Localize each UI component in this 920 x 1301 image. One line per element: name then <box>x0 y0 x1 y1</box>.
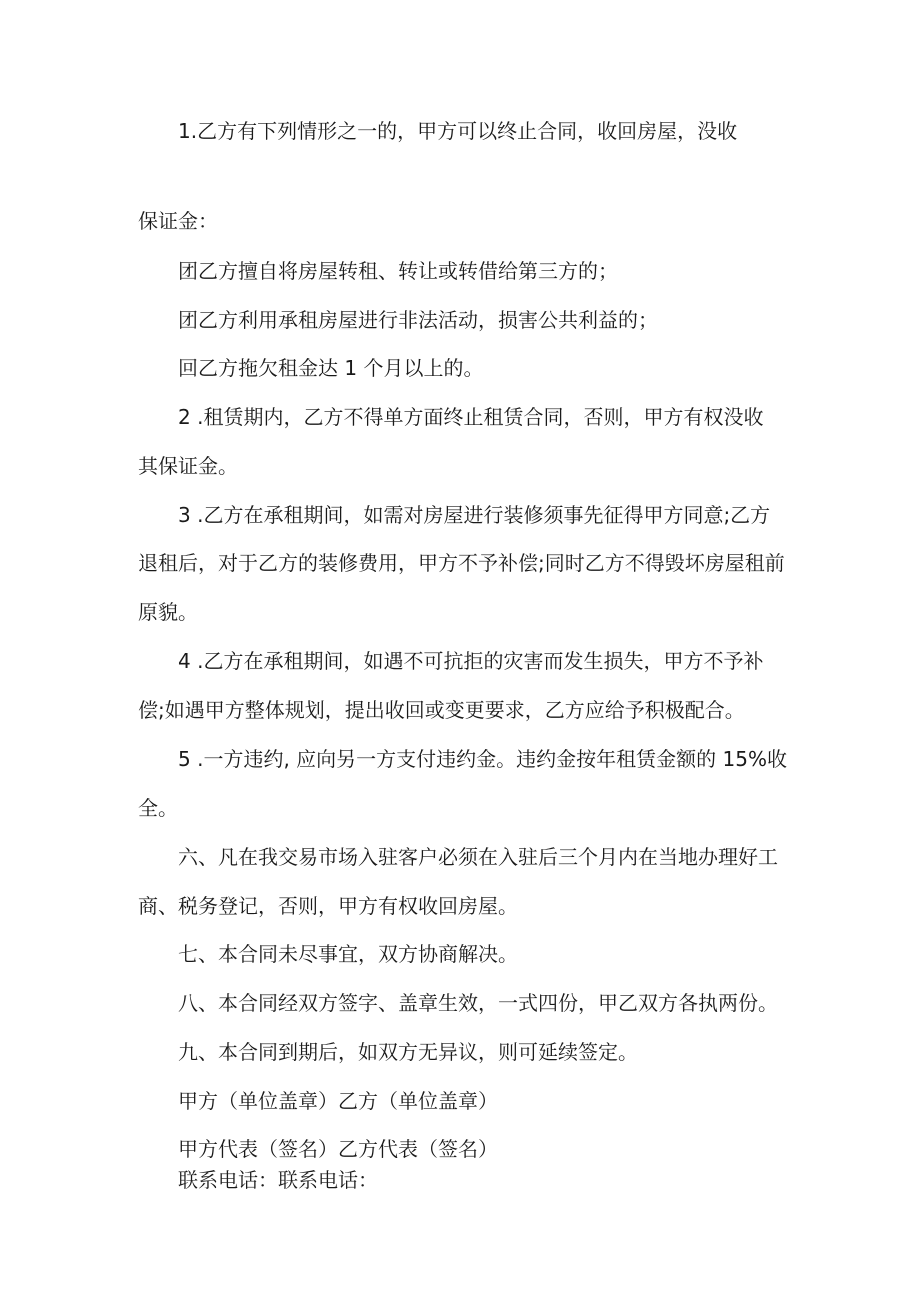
clause-1-item-a: 团乙方擅自将房屋转租、转让或转借给第三方的； <box>178 259 618 283</box>
section-8: 八、本合同经双方签字、盖章生效，一式四份，甲乙双方各执两份。 <box>178 991 778 1015</box>
clause-3-line-1: 3 .乙方在承租期间，如需对房屋进行装修须事先征得甲方同意;乙方 <box>178 503 771 527</box>
clause-3-line-2: 退租后，对于乙方的装修费用，甲方不予补偿;同时乙方不得毁坏房屋租前 <box>138 551 785 575</box>
clause-5-line-2: 全。 <box>138 796 178 820</box>
clause-5-line-1: 5 .一方违约, 应向另一方支付违约金。违约金按年租赁金额的 15%收 <box>178 747 787 771</box>
section-9: 九、本合同到期后，如双方无异议，则可延续签定。 <box>178 1040 638 1064</box>
clause-1-line-2: 保证金： <box>138 209 218 233</box>
section-7: 七、本合同未尽事宜，双方协商解决。 <box>178 942 518 966</box>
signature-line: 甲方代表（签名）乙方代表（签名） <box>178 1137 498 1161</box>
seal-line: 甲方（单位盖章）乙方（单位盖章） <box>178 1089 498 1113</box>
phone-line: 联系电话：联系电话： <box>178 1168 378 1192</box>
clause-1-item-c: 回乙方拖欠租金达 1 个月以上的。 <box>178 356 484 380</box>
clause-2-line-2: 其保证金。 <box>138 454 238 478</box>
section-6-line-1: 六、凡在我交易市场入驻客户必须在入驻后三个月内在当地办理好工 <box>178 845 778 869</box>
clause-4-line-1: 4 .乙方在承租期间，如遇不可抗拒的灾害而发生损失，甲方不予补 <box>178 649 764 673</box>
clause-2-line-1: 2 .租赁期内，乙方不得单方面终止租赁合同，否则，甲方有权没收 <box>178 405 764 429</box>
clause-1-item-b: 团乙方利用承租房屋进行非法活动，损害公共利益的； <box>178 308 658 332</box>
clause-4-line-2: 偿;如遇甲方整体规划，提出收回或变更要求，乙方应给予积极配合。 <box>138 698 745 722</box>
clause-1-line-1: 1.乙方有下列情形之一的，甲方可以终止合同，收回房屋，没收 <box>178 119 738 143</box>
section-6-line-2: 商、税务登记，否则，甲方有权收回房屋。 <box>138 894 518 918</box>
clause-3-line-3: 原貌。 <box>138 600 198 624</box>
